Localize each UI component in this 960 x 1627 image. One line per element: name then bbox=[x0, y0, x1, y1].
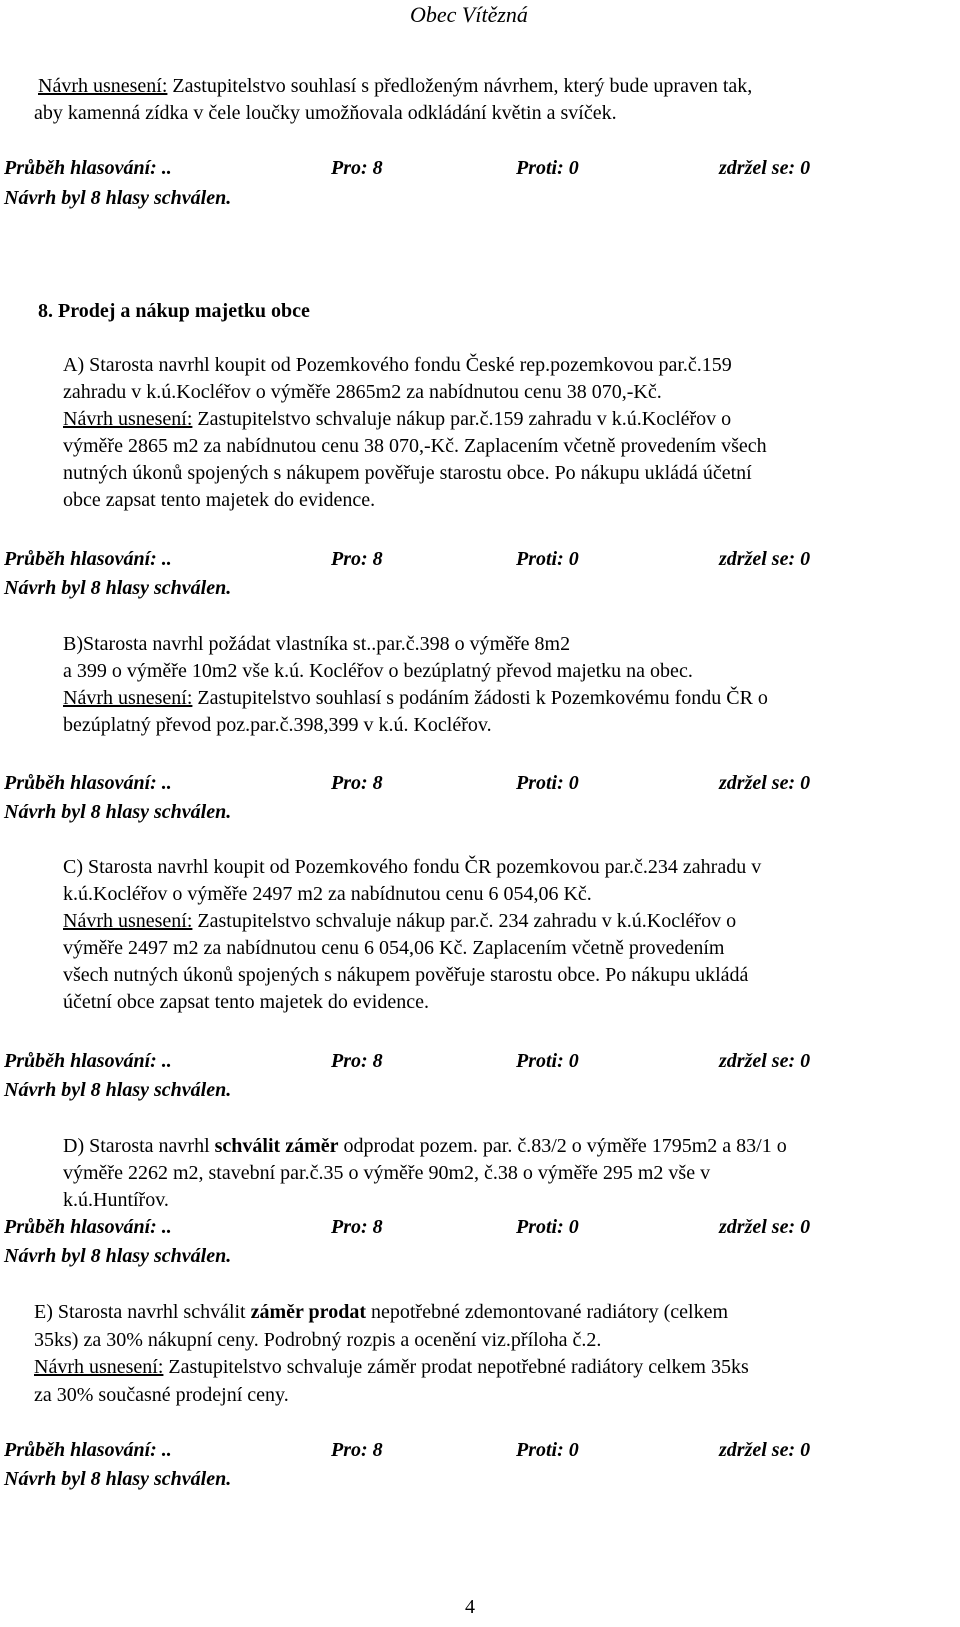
vote-label: Průběh hlasování: .. bbox=[4, 1439, 172, 1461]
vote-result: Návrh byl 8 hlasy schválen. bbox=[4, 1079, 232, 1101]
section-8-title: 8. Prodej a nákup majetku obce bbox=[38, 300, 310, 322]
item-b-line-1: B)Starosta navrhl požádat vlastníka st..par.č.398 o výměře 8m2 bbox=[63, 633, 571, 655]
item-e-line-4: za 30% současné prodejní ceny. bbox=[34, 1384, 289, 1406]
item-d-line-2: výměře 2262 m2, stavební par.č.35 o výměře 90m2, č.38 o výměře 295 m2 vše v bbox=[63, 1162, 711, 1184]
item-a-line-3: Návrh usnesení: Zastupitelstvo schvaluje nákup par.č.159 zahradu v k.ú.Kocléřov o bbox=[63, 408, 732, 430]
item-a-line-4: výměře 2865 m2 za nabídnutou cenu 38 070,-Kč. Zaplacením včetně provedením všech bbox=[63, 435, 767, 457]
vote-proti: Proti: 0 bbox=[516, 1216, 579, 1238]
item-b-line-2: a 399 o výměře 10m2 vše k.ú. Kocléřov o bezúplatný převod majetku na obec. bbox=[63, 660, 693, 682]
vote-result: Návrh byl 8 hlasy schválen. bbox=[4, 187, 232, 209]
proposal-label: Návrh usnesení: bbox=[34, 1356, 164, 1378]
vote-proti: Proti: 0 bbox=[516, 157, 579, 179]
vote-result: Návrh byl 8 hlasy schválen. bbox=[4, 801, 232, 823]
item-a-line-2: zahradu v k.ú.Kocléřov o výměře 2865m2 za nabídnutou cenu 38 070,-Kč. bbox=[63, 381, 662, 403]
item-b-line-3: Návrh usnesení: Zastupitelstvo souhlasí s podáním žádosti k Pozemkovému fondu ČR o bbox=[63, 687, 768, 709]
vote-zdrzel: zdržel se: 0 bbox=[719, 1439, 811, 1461]
vote-label: Průběh hlasování: .. bbox=[4, 1050, 172, 1072]
vote-label: Průběh hlasování: .. bbox=[4, 157, 172, 179]
vote-label: Průběh hlasování: .. bbox=[4, 1216, 172, 1238]
item-e-line-2: 35ks) za 30% nákupní ceny. Podrobný rozpis a ocenění viz.příloha č.2. bbox=[34, 1329, 602, 1351]
item-e-line-3: Návrh usnesení: Zastupitelstvo schvaluje záměr prodat nepotřebné radiátory celkem 35ks bbox=[34, 1356, 749, 1378]
vote-zdrzel: zdržel se: 0 bbox=[719, 548, 811, 570]
item-d-line-3: k.ú.Huntířov. bbox=[63, 1189, 169, 1211]
vote-proti: Proti: 0 bbox=[516, 772, 579, 794]
vote-row bbox=[4, 1051, 954, 1075]
item-c-line-4: výměře 2497 m2 za nabídnutou cenu 6 054,06 Kč. Zaplacením včetně provedením bbox=[63, 937, 725, 959]
proposal-label: Návrh usnesení: bbox=[63, 687, 193, 709]
item-a-line-6: obce zapsat tento majetek do evidence. bbox=[63, 489, 376, 511]
vote-pro: Pro: 8 bbox=[331, 1439, 383, 1461]
vote-proti: Proti: 0 bbox=[516, 1050, 579, 1072]
vote-zdrzel: zdržel se: 0 bbox=[719, 772, 811, 794]
vote-label: Průběh hlasování: .. bbox=[4, 548, 172, 570]
vote-pro: Pro: 8 bbox=[331, 157, 383, 179]
item-c-line-3: Návrh usnesení: Zastupitelstvo schvaluje nákup par.č. 234 zahradu v k.ú.Kocléřov o bbox=[63, 910, 737, 932]
vote-result: Návrh byl 8 hlasy schválen. bbox=[4, 1245, 232, 1267]
vote-zdrzel: zdržel se: 0 bbox=[719, 1216, 811, 1238]
item-e-emphasis: záměr prodat bbox=[250, 1301, 366, 1323]
vote-zdrzel: zdržel se: 0 bbox=[719, 1050, 811, 1072]
vote-row bbox=[4, 773, 954, 797]
vote-pro: Pro: 8 bbox=[331, 1216, 383, 1238]
vote-result: Návrh byl 8 hlasy schválen. bbox=[4, 577, 232, 599]
page-number: 4 bbox=[465, 1596, 475, 1618]
item-c-line-6: účetní obce zapsat tento majetek do evidence. bbox=[63, 991, 429, 1013]
proposal-label: Návrh usnesení: bbox=[63, 408, 193, 430]
item-b-line-4: bezúplatný převod poz.par.č.398,399 v k.ú. Kocléřov. bbox=[63, 714, 492, 736]
vote-zdrzel: zdržel se: 0 bbox=[719, 157, 811, 179]
vote-row bbox=[4, 1217, 954, 1241]
vote-pro: Pro: 8 bbox=[331, 548, 383, 570]
proposal-label: Návrh usnesení: bbox=[38, 75, 168, 97]
vote-label: Průběh hlasování: .. bbox=[4, 772, 172, 794]
intro-proposal-line-1: Návrh usnesení: Zastupitelstvo souhlasí s předloženým návrhem, který bude upraven tak, bbox=[38, 75, 753, 97]
item-c-line-5: všech nutných úkonů spojených s nákupem pověřuje starostu obce. Po nákupu ukládá bbox=[63, 964, 749, 986]
item-c-line-2: k.ú.Kocléřov o výměře 2497 m2 za nabídnutou cenu 6 054,06 Kč. bbox=[63, 883, 592, 905]
proposal-label: Návrh usnesení: bbox=[63, 910, 193, 932]
intro-proposal-line-2: aby kamenná zídka v čele loučky umožňovala odkládání květin a svíček. bbox=[34, 102, 617, 124]
vote-row bbox=[4, 158, 954, 182]
item-a-line-5: nutných úkonů spojených s nákupem pověřuje starostu obce. Po nákupu ukládá účetní bbox=[63, 462, 752, 484]
item-e-line-1: E) Starosta navrhl schválit záměr prodat nepotřebné zdemontované radiátory (celkem bbox=[34, 1301, 729, 1323]
vote-row bbox=[4, 549, 954, 573]
vote-proti: Proti: 0 bbox=[516, 548, 579, 570]
vote-row bbox=[4, 1440, 954, 1464]
item-d-emphasis: schválit záměr bbox=[214, 1135, 339, 1157]
item-c-line-1: C) Starosta navrhl koupit od Pozemkového fondu ČR pozemkovou par.č.234 zahradu v bbox=[63, 856, 762, 878]
vote-pro: Pro: 8 bbox=[331, 772, 383, 794]
page-header-title: Obec Vítězná bbox=[410, 2, 528, 27]
vote-result: Návrh byl 8 hlasy schválen. bbox=[4, 1468, 232, 1490]
vote-proti: Proti: 0 bbox=[516, 1439, 579, 1461]
vote-pro: Pro: 8 bbox=[331, 1050, 383, 1072]
item-a-line-1: A) Starosta navrhl koupit od Pozemkového fondu České rep.pozemkovou par.č.159 bbox=[63, 354, 732, 376]
item-d-line-1: D) Starosta navrhl schválit záměr odprodat pozem. par. č.83/2 o výměře 1795m2 a 83/1 o bbox=[63, 1135, 787, 1157]
